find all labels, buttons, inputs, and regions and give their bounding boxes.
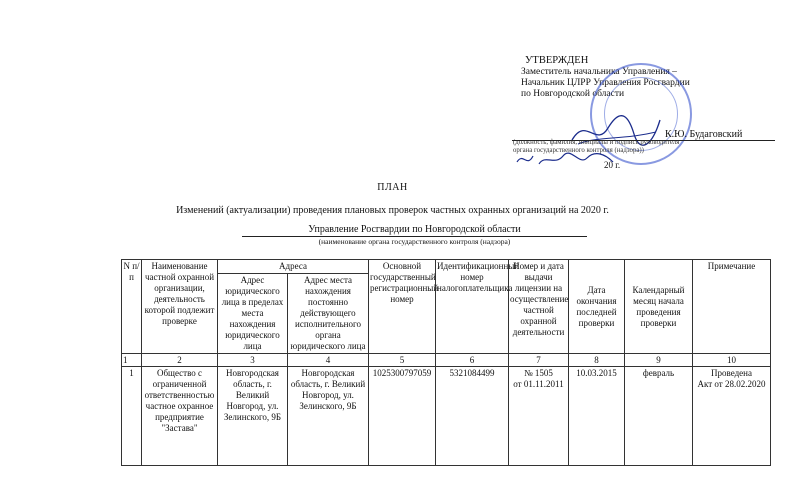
row-note-status: Проведена	[711, 368, 752, 378]
header-addresses: Адреса	[218, 260, 369, 274]
row-month: февраль	[625, 367, 693, 466]
signer-name: К.Ю. Будаговский	[665, 129, 743, 140]
header-last-check: Дата окончания последней проверки	[569, 260, 625, 354]
header-n: N п/п	[122, 260, 142, 354]
column-number: 1	[122, 354, 142, 367]
approval-position-line-3: по Новгородской области	[521, 89, 625, 99]
signer-caption-line-1: (должность, фамилия, инициалы и подпись руководителя	[513, 139, 680, 146]
document-title: ПЛАН	[377, 182, 408, 193]
inspection-plan-table	[121, 259, 771, 466]
column-number: 2	[142, 354, 218, 367]
table-header-row-1	[122, 260, 771, 274]
row-exec-address: Новгородская область, г. Великий Новгород, ул. Зелинского, 9Б	[288, 367, 369, 466]
header-legal-address: Адрес юридического лица в пределах места нахождения юридического лица	[218, 274, 288, 354]
column-number: 6	[436, 354, 509, 367]
row-last-check: 10.03.2015	[569, 367, 625, 466]
column-number: 10	[693, 354, 771, 367]
row-ogrn: 1025300797059	[369, 367, 436, 466]
signer-caption-line-2: органа государственного контроля (надзора))	[513, 147, 644, 154]
approval-heading: УТВЕРЖДЕН	[525, 55, 589, 66]
row-legal-address: Новгородская область, г. Великий Новгород, ул. Зелинского, 9Б	[218, 367, 288, 466]
row-inn: 5321084499	[436, 367, 509, 466]
row-org-name: Общество с ограниченной ответственностью частное охранное предприятие "Застава"	[142, 367, 218, 466]
column-number: 4	[288, 354, 369, 367]
organ-caption: (наименование органа государственного контроля (надзора)	[318, 237, 511, 246]
row-note-act: Акт от 28.02.2020	[697, 379, 766, 389]
table-row	[122, 367, 771, 466]
row-license-date: от 01.11.2011	[513, 379, 564, 389]
header-ogrn: Основной государственный регистрационный номер	[369, 260, 436, 354]
approval-position-line-1: Заместитель начальника Управления –	[521, 67, 677, 77]
column-number: 8	[569, 354, 625, 367]
row-note	[693, 367, 771, 466]
header-org-name: Наименование частной охранной организации, деятельность которой подлежит проверке	[142, 260, 218, 354]
row-n: 1	[122, 367, 142, 466]
header-month: Календарный месяц начала проведения проверки	[625, 260, 693, 354]
column-number: 5	[369, 354, 436, 367]
header-exec-address: Адрес места нахождения постоянно действующего исполнительного органа юридического лица	[288, 274, 369, 354]
column-number-row	[122, 354, 771, 367]
approval-position-line-2: Начальник ЦЛРР Управления Росгвардии	[521, 78, 690, 88]
row-license	[509, 367, 569, 466]
column-number: 9	[625, 354, 693, 367]
header-inn: Идентификационный номер налогоплательщика	[436, 260, 509, 354]
header-license: Номер и дата выдачи лицензии на осуществление частной охранной деятельности	[509, 260, 569, 354]
header-note: Примечание	[693, 260, 771, 354]
approval-date-suffix: 20 г.	[604, 160, 621, 170]
organ-name: Управление Росгвардии по Новгородской области	[242, 224, 587, 237]
column-number: 7	[509, 354, 569, 367]
document-subtitle: Изменений (актуализации) проведения плановых проверок частных охранных организаций на 2020 г.	[176, 205, 609, 216]
handwritten-date	[515, 148, 615, 170]
column-number: 3	[218, 354, 288, 367]
row-license-number: № 1505	[524, 368, 553, 378]
